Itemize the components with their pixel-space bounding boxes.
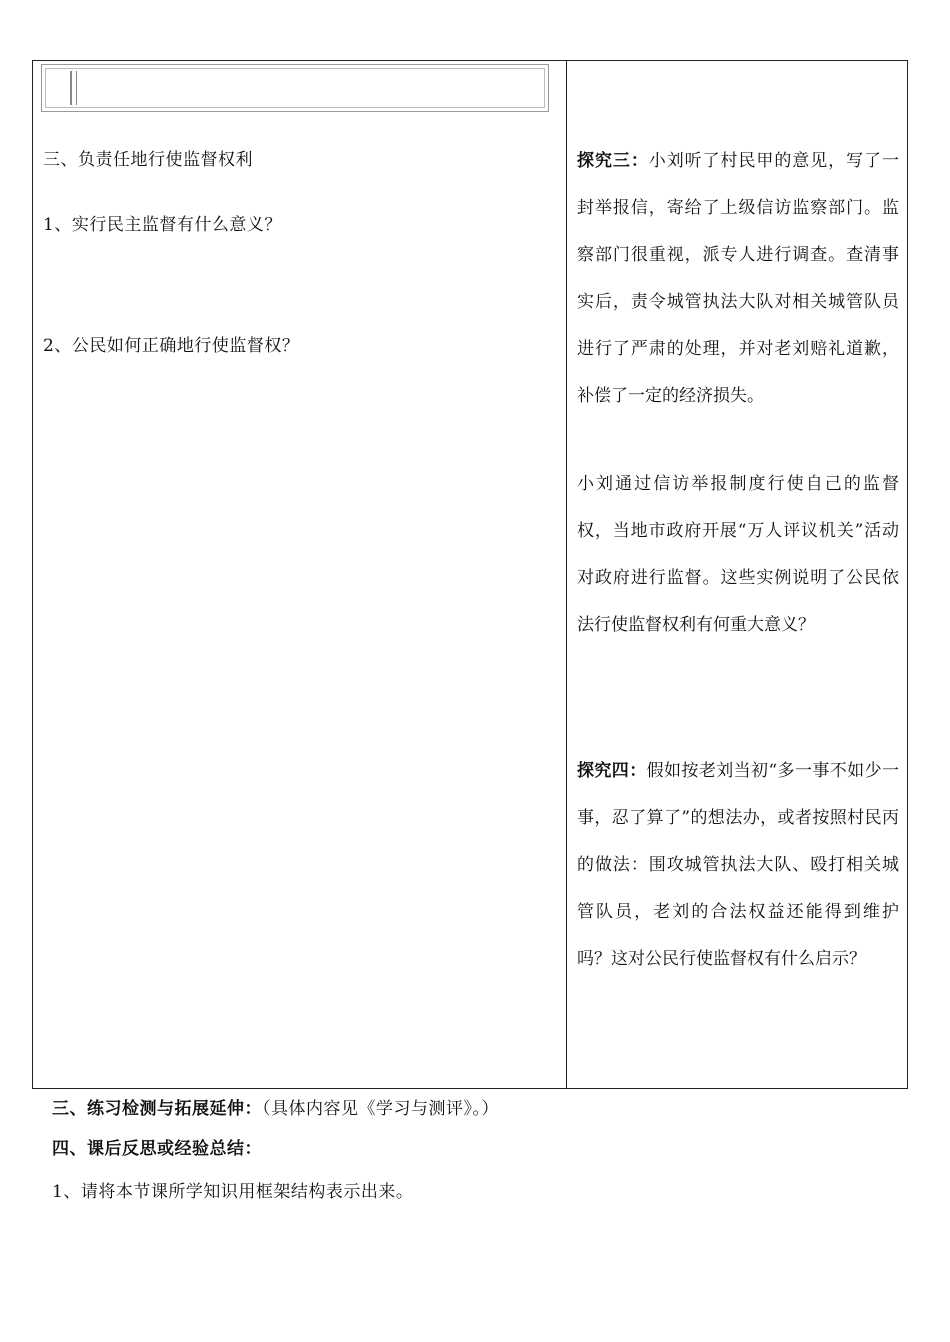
explore-3-text: 小刘听了村民甲的意见，写了一封举报信，寄给了上级信访监察部门。监察部门很重视，派专人进行调查。查清事实后，责令城管执法大队对相关城管队员进行了严肃的处理，并对老刘赔礼道歉，补偿了一定的经济损失。	[577, 151, 900, 406]
question-1: 1、实行民主监督有什么意义？	[43, 215, 282, 235]
reflection-heading	[52, 1134, 262, 1159]
section-heading: 三、负责任地行使监督权利	[43, 150, 253, 170]
explore-4-text: 假如按老刘当初“多一事不如少一事，忍了算了”的想法办，或者按照村民丙的做法：围攻城管执法大队、殴打相关城管队员，老刘的合法权益还能得到维护吗？这对公民行使监督权有什么启示？	[577, 761, 899, 969]
explore-3-label: 探究三：	[577, 151, 649, 171]
lesson-table	[32, 60, 908, 1089]
question-2: 2、公民如何正确地行使监督权？	[43, 336, 300, 356]
explore-4-block	[577, 748, 899, 983]
practice-line	[52, 1094, 499, 1119]
explore-3-question: 小刘通过信访举报制度行使自己的监督权，当地市政府开展“万人评议机关”活动对政府进行监督。这些实例说明了公民依法行使监督权利有何重大意义？	[577, 474, 899, 635]
explore-3-block	[577, 138, 899, 420]
box-bar	[70, 71, 72, 105]
practice-note: （具体内容见《学习与测评》。）	[262, 1099, 499, 1119]
reflection-heading-text: 四、课后反思或经验总结：	[52, 1139, 262, 1159]
left-column	[33, 61, 566, 1088]
practice-heading: 三、练习检测与拓展延伸：	[52, 1099, 262, 1119]
reflection-item-1: 1、请将本节课所学知识用框架结构表示出来。	[52, 1182, 414, 1202]
box-bar	[76, 71, 77, 105]
right-column	[567, 61, 907, 1088]
explore-4-label: 探究四：	[577, 761, 647, 781]
blank-input-box	[41, 64, 549, 112]
